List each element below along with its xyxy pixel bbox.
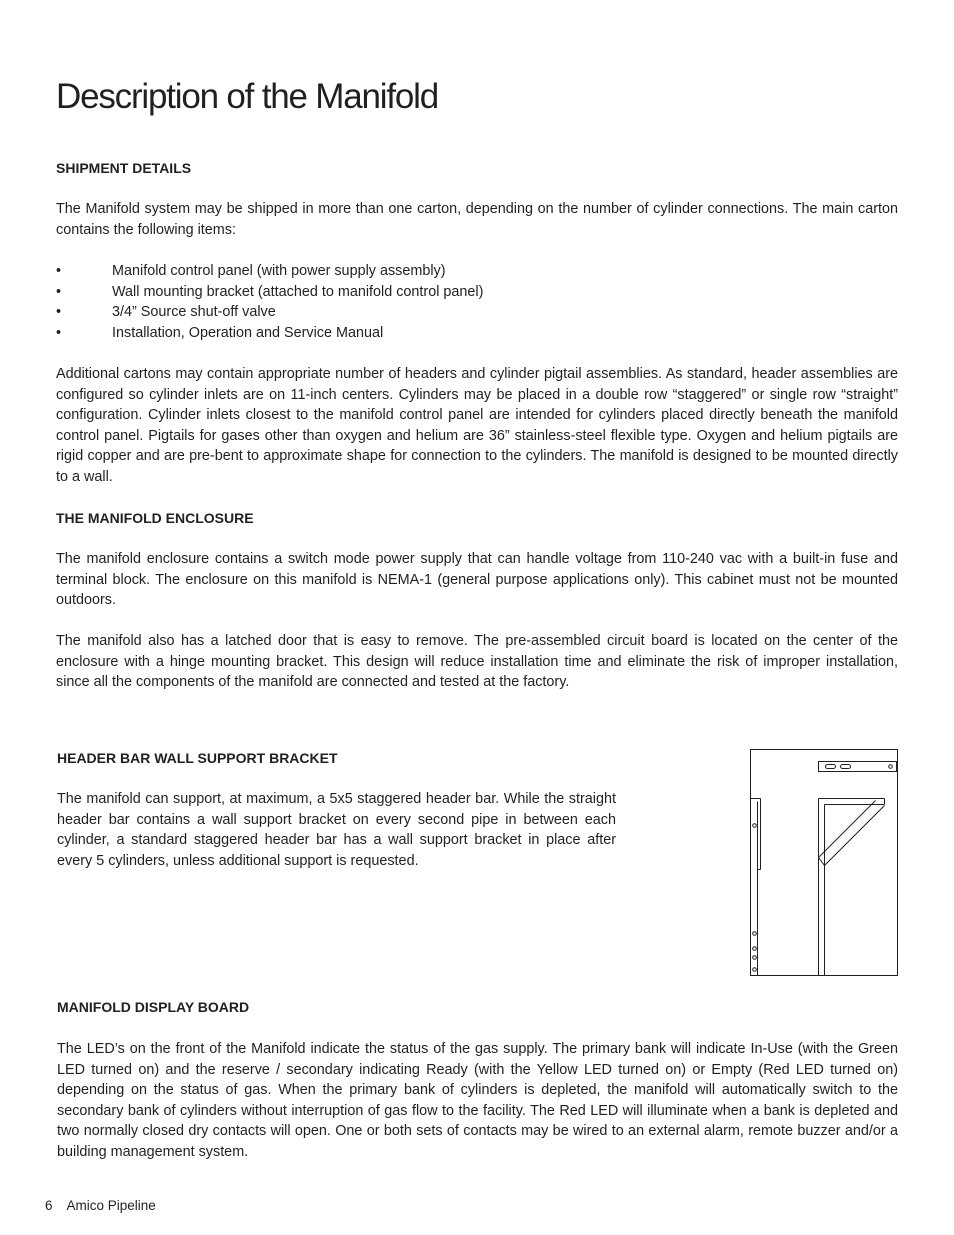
list-item [56,323,898,344]
list-item-text: Wall mounting bracket (attached to manifold control panel) [112,283,484,300]
bullet-icon: • [56,263,62,279]
shipment-items-list [56,261,898,343]
list-item [56,302,898,323]
footer-publisher: Amico Pipeline [66,1198,156,1213]
manifold-display-board-heading: MANIFOLD DISPLAY BOARD [57,999,250,1015]
figure-slot-1 [826,765,836,769]
shipment-intro-paragraph: The Manifold system may be shipped in more than one carton, depending on the number of cylinder connections. The main carton contains the following items: [56,201,898,238]
list-item-text: Installation, Operation and Service Manual [112,324,384,341]
additional-cartons-paragraph: Additional cartons may contain appropriate number of headers and cylinder pigtail assemblies. As standard, header assemblies are configured so cylinder inlets are on 11-inch centers. Cylinders may be placed in a double row “staggered” or single row “straight” configuration. Cylinder inlets closest to the manifold control panel are intended for cylinders placed directly beneath the manifold control panel. Pigtails for gases other than oxygen and helium are 36” stainless-steel flexible type. Oxygen and helium pigtails are rigid copper and are pre-bent to approximate shape for connection to the cylinders. The manifold is designed to be mounted directly to a wall. [56,366,898,485]
figure-rail-hole-5 [753,968,757,972]
display-board-paragraph: The LED’s on the front of the Manifold indicate the status of the gas supply. The primary bank will indicate In-Use (with the Green LED turned on) and the reserve / secondary indicating Ready (with the Yellow LED turned on) or Empty (Red LED turned on) depending on the status of gas. When the primary bank of cylinders is depleted, the manifold will automatically switch to the secondary bank of cylinders without interruption of gas flow to the facility. The Red LED will illuminate when a bank is depleted and two normally closed dry contacts will open. One or both sets of contacts may be wired to an external alarm, remote buzzer and/or a building management system. [57,1041,898,1160]
figure-brace-upper [819,801,876,858]
enclosure-paragraph-2: The manifold also has a latched door that is easy to remove. The pre-assembled circuit board is located on the center of the enclosure with a hinge mounting bracket. This design will reduce installation time and eliminate the risk of improper installation, since all the components of the manifold are connected and tested at the factory. [56,633,898,691]
figure-rail-hole-4 [753,956,757,960]
page-title: Description of the Manifold [56,77,438,116]
page-number: 6 [45,1198,53,1213]
figure-hole-top [889,765,893,769]
list-item [56,282,898,303]
figure-header-bar [819,762,897,772]
list-item-text: Manifold control panel (with power supply assembly) [112,263,446,279]
figure-rail-hole-2 [753,932,757,936]
figure-slot-2 [841,765,851,769]
figure-rail-hole-1 [753,824,757,828]
manifold-enclosure-heading: THE MANIFOLD ENCLOSURE [56,510,254,526]
enclosure-paragraph-1: The manifold enclosure contains a switch mode power supply that can handle voltage from 110-240 vac with a built-in fuse and terminal block. The enclosure on this manifold is NEMA-1 (general purpose applications only). This cabinet must not be mounted outdoors. [56,551,898,609]
wall-support-bracket-heading: HEADER BAR WALL SUPPORT BRACKET [57,750,338,766]
wall-support-bracket-figure [750,749,898,976]
figure-brace-end [819,858,825,866]
figure-brace-lower [825,806,885,866]
list-item-text: 3/4” Source shut-off valve [112,304,276,321]
page-footer [45,1196,156,1216]
figure-rail-hole-3 [753,947,757,951]
wall-support-bracket-paragraph: The manifold can support, at maximum, a 5x5 staggered header bar. While the straight header bar contains a wall support bracket on every second pipe in between each cylinder, a standard staggered header bar has a wall support bracket in place after every 5 cylinders, unless additional support is requested. [57,791,616,869]
list-item [56,261,898,282]
bullet-icon: • [56,324,62,341]
bullet-icon: • [56,283,62,300]
shipment-details-heading: SHIPMENT DETAILS [56,160,192,176]
bullet-icon: • [56,304,62,321]
